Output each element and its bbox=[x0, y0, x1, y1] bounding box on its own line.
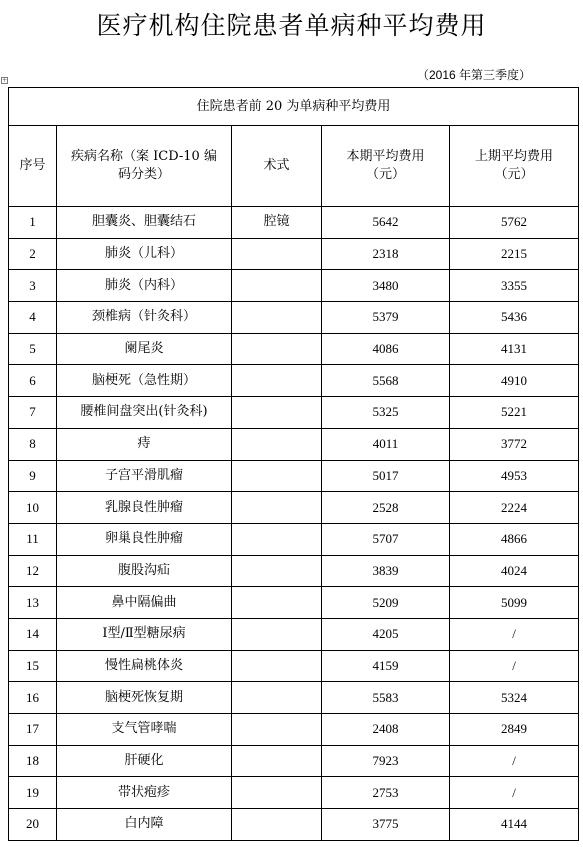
header-disease: 疾病名称（案 ICD-10 编码分类） bbox=[57, 126, 232, 207]
cell-procedure bbox=[232, 238, 322, 270]
cell-current-cost: 5707 bbox=[322, 523, 450, 555]
cell-index: 8 bbox=[9, 428, 57, 460]
cost-table bbox=[8, 87, 579, 841]
cell-previous-cost: 5436 bbox=[450, 302, 579, 334]
table-row bbox=[9, 460, 579, 492]
cell-index: 15 bbox=[9, 650, 57, 682]
cell-index: 10 bbox=[9, 492, 57, 524]
cell-index: 12 bbox=[9, 555, 57, 587]
cell-previous-cost: 5762 bbox=[450, 207, 579, 239]
cell-current-cost: 2408 bbox=[322, 714, 450, 746]
cell-disease: 颈椎病（针灸科） bbox=[57, 302, 232, 334]
cell-previous-cost: 3355 bbox=[450, 270, 579, 302]
cell-current-cost: 4011 bbox=[322, 428, 450, 460]
table-row bbox=[9, 302, 579, 334]
cell-current-cost: 5209 bbox=[322, 587, 450, 619]
cell-current-cost: 4159 bbox=[322, 650, 450, 682]
cell-disease: 腹股沟疝 bbox=[57, 555, 232, 587]
table-row bbox=[9, 777, 579, 809]
cell-index: 9 bbox=[9, 460, 57, 492]
cell-index: 6 bbox=[9, 365, 57, 397]
cell-current-cost: 5568 bbox=[322, 365, 450, 397]
cell-current-cost: 4086 bbox=[322, 333, 450, 365]
cell-procedure bbox=[232, 809, 322, 841]
cell-current-cost: 7923 bbox=[322, 745, 450, 777]
cell-current-cost: 5017 bbox=[322, 460, 450, 492]
cell-previous-cost: 4866 bbox=[450, 523, 579, 555]
cell-disease: 脑梗死恢复期 bbox=[57, 682, 232, 714]
cell-previous-cost: 4953 bbox=[450, 460, 579, 492]
cell-procedure bbox=[232, 365, 322, 397]
cell-previous-cost: / bbox=[450, 650, 579, 682]
cell-index: 3 bbox=[9, 270, 57, 302]
table-row bbox=[9, 714, 579, 746]
cell-disease: Ⅰ型/Ⅱ型糖尿病 bbox=[57, 618, 232, 650]
cell-procedure bbox=[232, 333, 322, 365]
cell-procedure bbox=[232, 428, 322, 460]
cell-current-cost: 3480 bbox=[322, 270, 450, 302]
cell-previous-cost: 4024 bbox=[450, 555, 579, 587]
cell-current-cost: 2528 bbox=[322, 492, 450, 524]
cell-previous-cost: / bbox=[450, 777, 579, 809]
cell-disease: 阑尾炎 bbox=[57, 333, 232, 365]
cell-disease: 肝硬化 bbox=[57, 745, 232, 777]
header-current-cost: 本期平均费用（元） bbox=[322, 126, 450, 207]
cell-index: 4 bbox=[9, 302, 57, 334]
cell-disease: 鼻中隔偏曲 bbox=[57, 587, 232, 619]
cell-procedure: 腔镜 bbox=[232, 207, 322, 239]
cell-disease: 带状疱疹 bbox=[57, 777, 232, 809]
cell-current-cost: 2753 bbox=[322, 777, 450, 809]
table-row bbox=[9, 492, 579, 524]
cell-index: 2 bbox=[9, 238, 57, 270]
cell-procedure bbox=[232, 397, 322, 429]
period-label: （2016 年第三季度） bbox=[416, 68, 531, 82]
header-previous-cost: 上期平均费用（元） bbox=[450, 126, 579, 207]
page-title: 医疗机构住院患者单病种平均费用 bbox=[96, 11, 487, 40]
table-row bbox=[9, 333, 579, 365]
cell-previous-cost: / bbox=[450, 618, 579, 650]
cell-disease: 胆囊炎、胆囊结石 bbox=[57, 207, 232, 239]
cell-procedure bbox=[232, 745, 322, 777]
cell-disease: 慢性扁桃体炎 bbox=[57, 650, 232, 682]
header-index: 序号 bbox=[9, 126, 57, 207]
cell-index: 19 bbox=[9, 777, 57, 809]
cell-disease: 乳腺良性肿瘤 bbox=[57, 492, 232, 524]
cell-previous-cost: 4144 bbox=[450, 809, 579, 841]
table-row bbox=[9, 207, 579, 239]
cell-current-cost: 5325 bbox=[322, 397, 450, 429]
cell-disease: 卵巢良性肿瘤 bbox=[57, 523, 232, 555]
cell-procedure bbox=[232, 777, 322, 809]
table-row bbox=[9, 238, 579, 270]
cell-index: 18 bbox=[9, 745, 57, 777]
cell-index: 20 bbox=[9, 809, 57, 841]
cell-disease: 子宫平滑肌瘤 bbox=[57, 460, 232, 492]
cell-previous-cost: 4131 bbox=[450, 333, 579, 365]
cell-index: 1 bbox=[9, 207, 57, 239]
table-row bbox=[9, 365, 579, 397]
table-row bbox=[9, 587, 579, 619]
table-row bbox=[9, 523, 579, 555]
cell-procedure bbox=[232, 682, 322, 714]
cell-disease: 痔 bbox=[57, 428, 232, 460]
cell-procedure bbox=[232, 618, 322, 650]
cell-current-cost: 5379 bbox=[322, 302, 450, 334]
cell-procedure bbox=[232, 302, 322, 334]
cell-index: 7 bbox=[9, 397, 57, 429]
cell-procedure bbox=[232, 492, 322, 524]
cell-previous-cost: 5324 bbox=[450, 682, 579, 714]
cell-previous-cost: 5221 bbox=[450, 397, 579, 429]
table-row bbox=[9, 745, 579, 777]
table-caption-row bbox=[9, 88, 579, 126]
cell-index: 5 bbox=[9, 333, 57, 365]
cell-disease: 支气管哮喘 bbox=[57, 714, 232, 746]
cell-procedure bbox=[232, 587, 322, 619]
cell-procedure bbox=[232, 460, 322, 492]
cell-index: 11 bbox=[9, 523, 57, 555]
cell-current-cost: 5642 bbox=[322, 207, 450, 239]
cell-index: 14 bbox=[9, 618, 57, 650]
table-header-row bbox=[9, 126, 579, 207]
cell-disease: 肺炎（内科） bbox=[57, 270, 232, 302]
cell-previous-cost: 3772 bbox=[450, 428, 579, 460]
table-row bbox=[9, 555, 579, 587]
cell-previous-cost: 2215 bbox=[450, 238, 579, 270]
cell-previous-cost: 4910 bbox=[450, 365, 579, 397]
cell-procedure bbox=[232, 270, 322, 302]
cell-previous-cost: 2224 bbox=[450, 492, 579, 524]
table-row bbox=[9, 270, 579, 302]
cell-previous-cost: / bbox=[450, 745, 579, 777]
table-row bbox=[9, 809, 579, 841]
cell-index: 16 bbox=[9, 682, 57, 714]
cell-disease: 脑梗死（急性期） bbox=[57, 365, 232, 397]
cell-current-cost: 3775 bbox=[322, 809, 450, 841]
cell-current-cost: 2318 bbox=[322, 238, 450, 270]
cell-previous-cost: 5099 bbox=[450, 587, 579, 619]
table-row bbox=[9, 618, 579, 650]
table-anchor-icon[interactable]: + bbox=[2, 77, 8, 84]
cell-current-cost: 3839 bbox=[322, 555, 450, 587]
cell-disease: 肺炎（儿科） bbox=[57, 238, 232, 270]
table-caption: 住院患者前 20 为单病种平均费用 bbox=[9, 88, 579, 126]
table-row bbox=[9, 650, 579, 682]
cell-procedure bbox=[232, 555, 322, 587]
table-row bbox=[9, 682, 579, 714]
header-procedure: 术式 bbox=[232, 126, 322, 207]
cell-procedure bbox=[232, 523, 322, 555]
cell-procedure bbox=[232, 650, 322, 682]
cell-previous-cost: 2849 bbox=[450, 714, 579, 746]
cell-disease: 白内障 bbox=[57, 809, 232, 841]
cell-procedure bbox=[232, 714, 322, 746]
cell-index: 17 bbox=[9, 714, 57, 746]
cell-index: 13 bbox=[9, 587, 57, 619]
table-row bbox=[9, 428, 579, 460]
cell-disease: 腰椎间盘突出(针灸科) bbox=[57, 397, 232, 429]
table-row bbox=[9, 397, 579, 429]
cell-current-cost: 4205 bbox=[322, 618, 450, 650]
cell-current-cost: 5583 bbox=[322, 682, 450, 714]
